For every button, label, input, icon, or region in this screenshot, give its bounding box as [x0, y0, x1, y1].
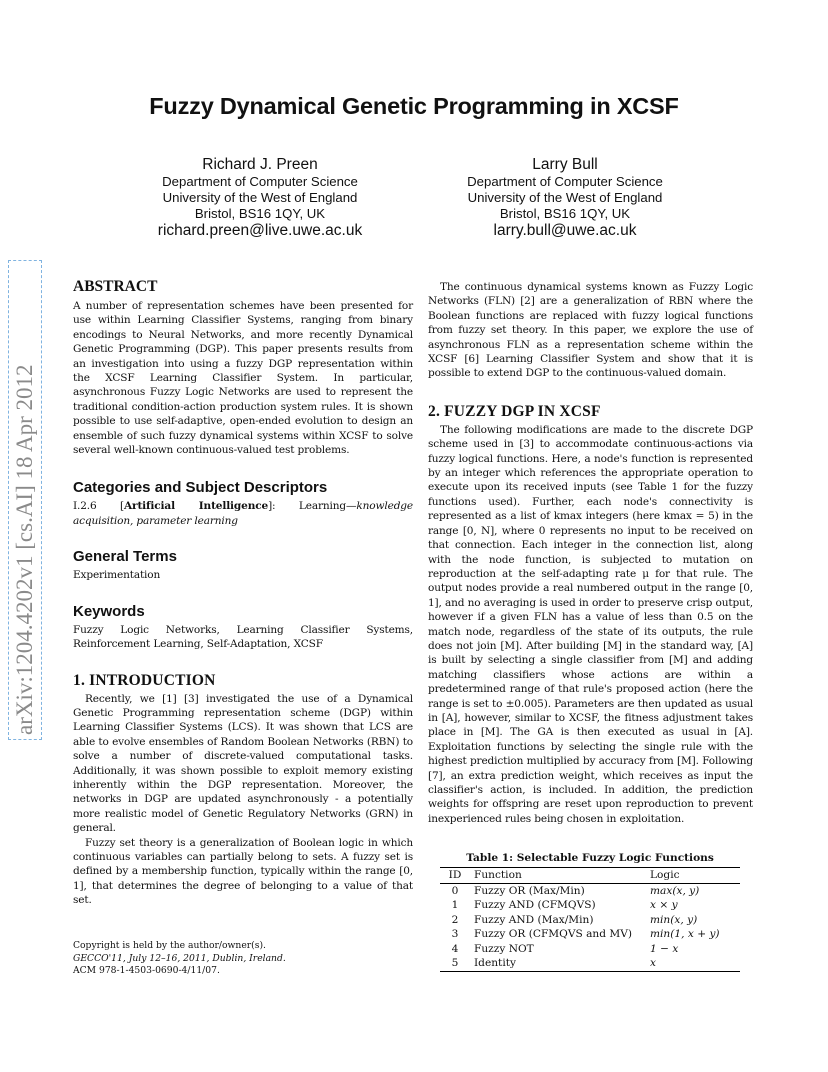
general-terms-heading: General Terms [73, 548, 177, 566]
abstract-text: A number of representation schemes have been presented for use within Learning Classifier Systems, ranging from binary encodings to Neural Networks, and more recently Dynamical Genetic Programming (DGP). This paper presents results from an investigation into using a fuzzy DGP representation within the XCSF Learning Classifier System. In particular, asynchronous Fuzzy Logic Networks are used to represent the traditional condition-action production system rules. It is shown possible to use self-adaptive, open-ended evolution to design an ensemble of such fuzzy dynamical systems within XCSF to solve several well-known continuous-valued test problems. [73, 300, 413, 457]
author-dept: Department of Computer Science [162, 174, 358, 189]
keywords-section [73, 603, 413, 652]
table-header-row [440, 868, 740, 884]
table-row: 3 Fuzzy OR (CFMQVS and MV) min(1, x + y) [451, 928, 720, 940]
general-terms-text: Experimentation [73, 569, 161, 582]
author-email: larry.bull@uwe.ac.uk [493, 222, 637, 239]
right-column [428, 280, 753, 826]
author-address: Bristol, BS16 1QY, UK [194, 206, 326, 221]
introduction-section [73, 672, 413, 908]
table-caption: Table 1: Selectable Fuzzy Logic Functions [466, 852, 714, 864]
header-function: Function [474, 869, 522, 881]
abstract-section [73, 278, 413, 457]
conference-line: GECCO'11, July 12–16, 2011, Dublin, Ireland. [73, 952, 286, 964]
table-1 [440, 852, 740, 972]
introduction-heading: 1. INTRODUCTION [73, 671, 216, 689]
table-row: 2 Fuzzy AND (Max/Min) min(x, y) [451, 913, 698, 926]
keywords-text: Fuzzy Logic Networks, Learning Classifier Systems, Reinforcement Learning, Self-Adaptation, XCSF [73, 623, 413, 651]
introduction-paragraph-2: Fuzzy set theory is a generalization of Boolean logic in which continuous variables can partially belong to sets. A fuzzy set is defined by a membership function, typically within the range [0, 1], that determines the degree of belonging to a value of that set. [73, 836, 413, 907]
header-id: ID [448, 869, 462, 881]
author-address: Bristol, BS16 1QY, UK [499, 206, 631, 221]
categories-section [73, 479, 413, 528]
section-2-heading: 2. FUZZY DGP IN XCSF [428, 402, 601, 420]
keywords-heading: Keywords [73, 602, 145, 620]
left-column [73, 278, 413, 908]
table-row: 4 Fuzzy NOT 1 − x [451, 942, 679, 955]
author-dept: Department of Computer Science [467, 174, 663, 189]
arxiv-stamp[interactable]: arXiv:1204.4202v1 [cs.AI] 18 Apr 2012 [8, 260, 42, 740]
header-logic: Logic [650, 869, 680, 881]
introduction-paragraph-3: The continuous dynamical systems known as Fuzzy Logic Networks (FLN) [2] are a generalization of RBN where the Boolean functions are replaced with fuzzy logical functions from fuzzy set theory. In this paper, we explore the use of asynchronous FLN as a representation scheme within the XCSF [6] Learning Classifier System and show that it is possible to extend DGP to the continuous-valued domain. [428, 281, 753, 380]
author-block-1 [95, 156, 425, 240]
fuzzy-functions-table [440, 867, 740, 972]
categories-heading: Categories and Subject Descriptors [73, 479, 328, 497]
table-row: 1 Fuzzy AND (CFMQVS) x × y [451, 899, 678, 911]
author-email: richard.preen@live.uwe.ac.uk [157, 222, 363, 239]
abstract-heading: ABSTRACT [73, 278, 158, 295]
author-univ: University of the West of England [467, 190, 663, 205]
isbn-line: ACM 978-1-4503-0690-4/11/07. [73, 965, 220, 976]
author-univ: University of the West of England [162, 190, 358, 205]
copyright-notice [73, 940, 413, 978]
section-2-text: The following modifications are made to the discrete DGP scheme used in [3] to accommodate continuous-actions via fuzzy logical functions. Here, a node's function is represented by an integer which references the appropriate operation to execute upon its received inputs (see Table 1 for the fuzzy functions used). Further, each node's connectivity is represented as a list of kmax integers (here kmax = 5) in the range [0, N], where 0 represents no input to be received on that connection. Each integer in the connection list, along with the node function, is subjected to mutation on reproduction at the self-adapting rate μ for that rule. The output nodes provide a real numbered output in the range [0, 1], and no averaging is used in order to preserve crisp output, however if a given FLN has a value of less than 0.5 on the match node, regardless of the state of its outputs, the rule does not join [M]. After building [M] in the standard way, [A] is built by selecting a single classifier from [M] and adding matching classifiers whose actions are within a predetermined range of that rule's proposed action (here the range is set to ±0.005). Parameters are then updated as usual in [A], however, similar to XCSF, the fitness adjustment takes place in [M]. The GA is then executed as usual in [A]. Exploitation functions by selecting the single rule with the highest prediction multiplied by accuracy from [M]. Following [7], an extra prediction weight, which receives as input the classifier's action, is included. In addition, the prediction weights for offspring are reset upon reproduction to prevent inexperienced rules being chosen in exploitation. [428, 423, 753, 825]
author-name: Larry Bull [532, 156, 598, 173]
author-block-2 [400, 156, 730, 240]
introduction-paragraph-1: Recently, we [1] [3] investigated the use of a Dynamical Genetic Programming representation scheme (DGP) within Learning Classifier Systems (LCS). It was shown that LCS are able to evolve ensembles of Random Boolean Networks (RBN) to solve a number of discrete-valued computational tasks. Additionally, it was shown possible to exploit memory existing inherently within the DGP representation. Moreover, the networks in DGP are updated asynchronously - a potentially more realistic model of Genetic Regulatory Networks (GRN) in general. [73, 692, 413, 835]
author-name: Richard J. Preen [202, 156, 318, 173]
copyright-line: Copyright is held by the author/owner(s). [73, 940, 266, 951]
paper-title: Fuzzy Dynamical Genetic Programming in XCSF [149, 93, 679, 119]
categories-text: I.2.6 [Artificial Intelligence]: Learning—knowledge acquisition, parameter learning [73, 500, 413, 527]
table-row: 0 Fuzzy OR (Max/Min) max(x, y) [451, 884, 700, 897]
general-terms-section [73, 548, 413, 582]
table-row: 5 Identity x [440, 956, 740, 971]
